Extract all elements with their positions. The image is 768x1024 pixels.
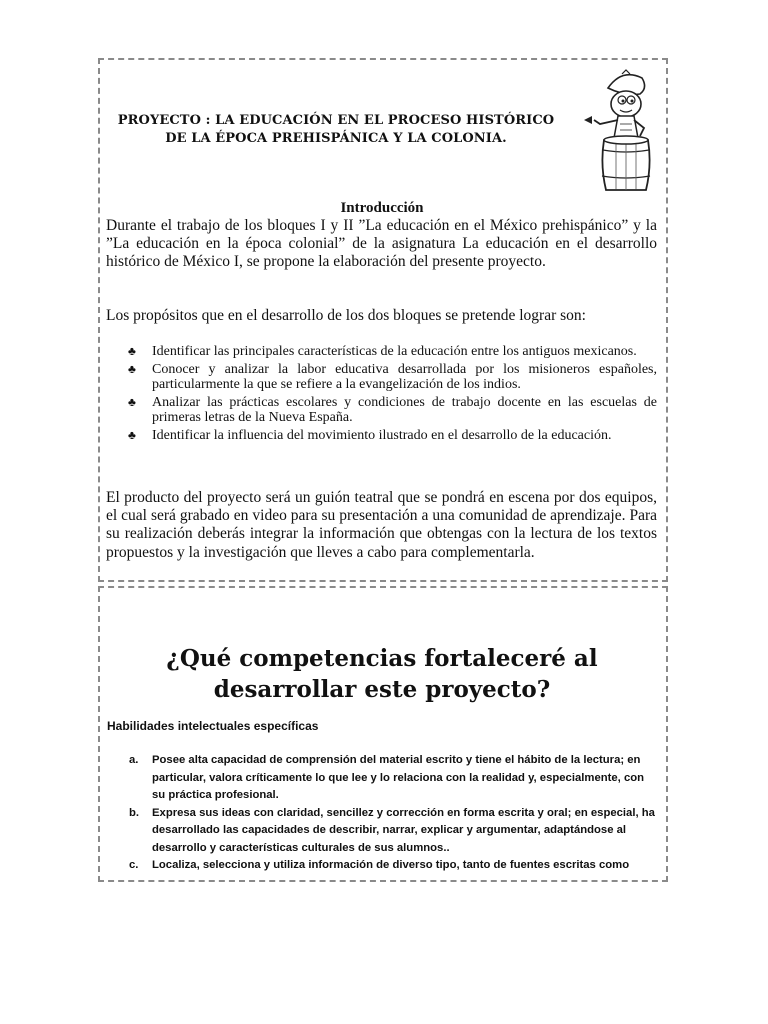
competencies-heading — [106, 643, 658, 705]
introduction-paragraph-1: Durante el trabajo de los bloques I y II ”La educación en el México prehispánico” y la ”La educación en la época colonial” de la asignatura La educación en el desarrollo histórico de México I, se propone la elaboración del presente proyecto. — [106, 217, 657, 271]
introduction-heading: Introducción — [340, 200, 424, 216]
club-icon: ♣ — [128, 427, 136, 442]
competencies-heading-line2: desarrollar este proyecto? — [213, 676, 551, 703]
list-item: ♣ Analizar las prácticas escolares y condiciones de trabajo docente en las escuelas de primeras letras de la Nueva España. — [128, 394, 657, 425]
purposes-list — [106, 344, 657, 445]
list-item: b. Expresa sus ideas con claridad, sencillez y corrección en forma escrita y oral; en especial, ha desarrollado las capacidades de describir, narrar, explicar y argumentar, adaptándose al desarrollo y características culturales de sus alumnos.. — [129, 806, 655, 854]
skills-subtitle: Habilidades intelectuales específicas — [107, 719, 319, 733]
project-title — [106, 112, 566, 148]
competencies-heading-line1: ¿Qué competencias fortaleceré al — [166, 645, 598, 672]
list-item: ♣ Identificar las principales características de la educación entre los antiguos mexicanos. — [128, 344, 637, 359]
project-title-line1: PROYECTO : LA EDUCACIÓN EN EL PROCESO HISTÓRICO — [117, 113, 555, 128]
introduction-paragraph-3: El producto del proyecto será un guión teatral que se pondrá en escena por dos equipos, el cual será grabado en video para su presentación a una comunidad de aprendizaje. Para su realización deberás integrar la información que obtengas con la lectura de los textos propuestos y la investigación que lleves a cabo para complementarla. — [106, 489, 657, 561]
club-icon: ♣ — [128, 344, 136, 358]
mascot-in-barrel-illustration — [578, 66, 658, 194]
list-item: ♣ Conocer y analizar la labor educativa desarrollada por los misioneros españoles, particularmente la que se refiere a la evangelización de los indios. — [128, 361, 657, 392]
item-marker: c. — [129, 859, 139, 871]
list-item: ♣ Identificar la influencia del movimiento ilustrado en el desarrollo de la educación. — [128, 427, 612, 443]
item-marker: a. — [129, 754, 139, 766]
skills-list — [107, 752, 659, 875]
club-icon: ♣ — [128, 394, 136, 409]
item-marker: b. — [129, 806, 140, 819]
project-title-line2: DE LA ÉPOCA PREHISPÁNICA Y LA COLONIA. — [165, 131, 507, 146]
list-item: c. Localiza, selecciona y utiliza información de diverso tipo, tanto de fuentes escritas como — [107, 857, 659, 875]
introduction-paragraph-2: Los propósitos que en el desarrollo de los dos bloques se pretende lograr son: — [106, 307, 586, 324]
list-item: a. Posee alta capacidad de comprensión del material escrito y tiene el hábito de la lectura; en particular, valora críticamente lo que lee y lo relaciona con la realidad y, especialmente, con su práctica profesional. — [129, 754, 645, 801]
club-icon: ♣ — [128, 361, 136, 376]
